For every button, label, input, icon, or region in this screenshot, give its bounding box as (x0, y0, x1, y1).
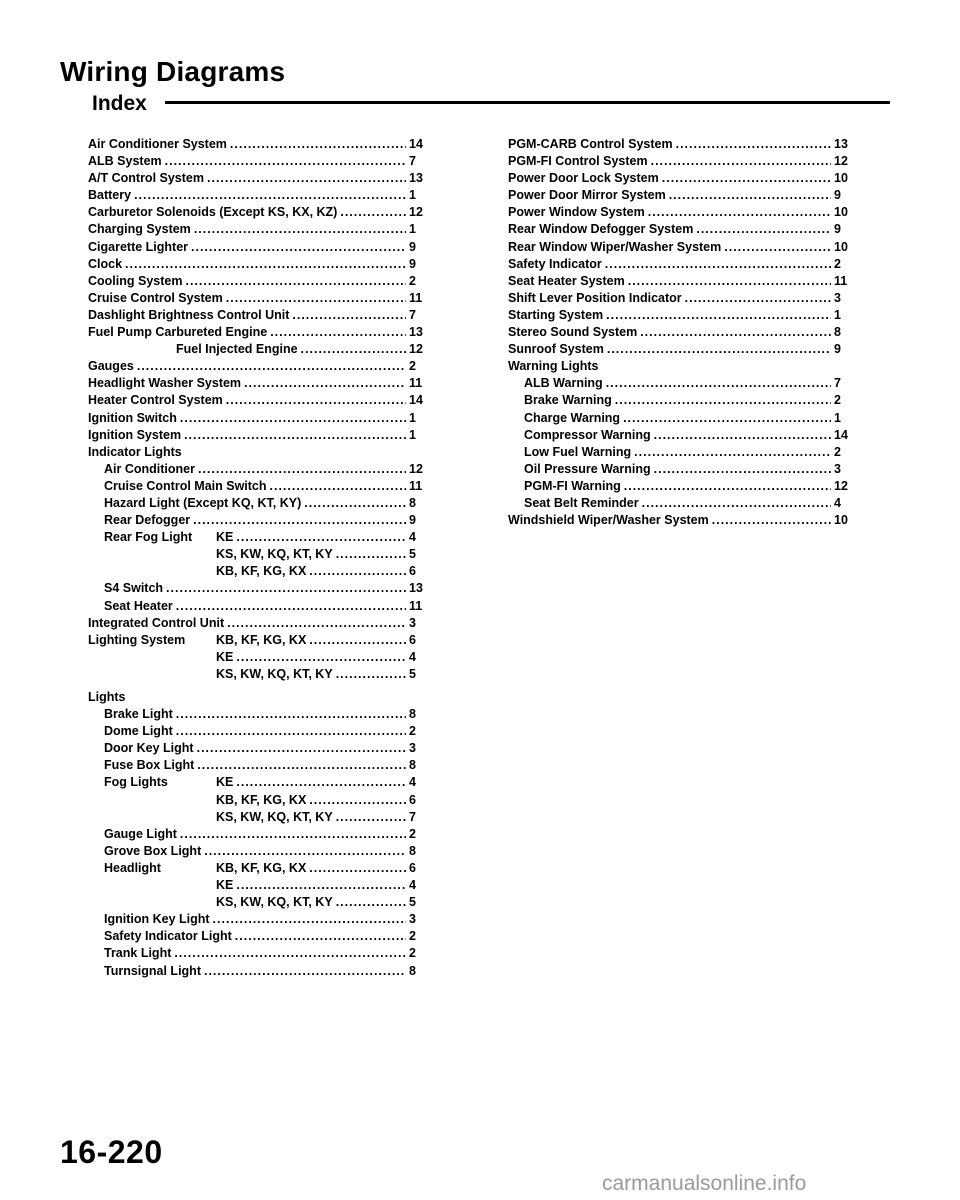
index-entry: Ignition Key Light ..... 3 (88, 911, 423, 928)
index-entry: Seat Belt Reminder ..... 4 (508, 495, 848, 512)
index-entry: Grove Box Light ..... 8 (88, 843, 423, 860)
index-entry: Compressor Warning ..... 14 (508, 427, 848, 444)
index-entry: Safety Indicator ..... 2 (508, 256, 848, 273)
index-entry: KE ..... 4 (88, 877, 423, 894)
index-entry: Seat Heater System ..... 11 (508, 273, 848, 290)
index-entry: Seat Heater ..... 11 (88, 598, 423, 615)
index-entry: Dome Light ..... 2 (88, 723, 423, 740)
page-number: 16-220 (60, 1134, 163, 1170)
index-entry: KB, KF, KG, KX ..... 6 (88, 792, 423, 809)
index-entry: KE ..... 4 (88, 649, 423, 666)
index-entry: Trank Light ..... 2 (88, 945, 423, 962)
index-entry: Ignition Switch ..... 1 (88, 410, 423, 427)
index-entry: Integrated Control Unit ..... 3 (88, 615, 423, 632)
index-entry: Rear Defogger ..... 9 (88, 512, 423, 529)
index-entry: KS, KW, KQ, KT, KY ..... 5 (88, 546, 423, 563)
header-rule (165, 101, 890, 104)
index-entry: Charging System ..... 1 (88, 221, 423, 238)
index-group-heading: Warning Lights (508, 359, 599, 374)
index-entry: Sunroof System ..... 9 (508, 341, 848, 358)
index-entry: Hazard Light (Except KQ, KT, KY) ..... 8 (88, 495, 423, 512)
index-entry: PGM-FI Warning ..... 12 (508, 478, 848, 495)
index-entry: Brake Warning ..... 2 (508, 392, 848, 409)
index-entry: Cooling System ..... 2 (88, 273, 423, 290)
index-entry: Battery ..... 1 (88, 187, 423, 204)
index-entry: Windshield Wiper/Washer System ..... 10 (508, 512, 848, 529)
index-entry: Turnsignal Light ..... 8 (88, 963, 423, 980)
index-entry: Fuse Box Light ..... 8 (88, 757, 423, 774)
index-entry: Air Conditioner ..... 12 (88, 461, 423, 478)
index-entry: Power Door Lock System ..... 10 (508, 170, 848, 187)
index-entry: KS, KW, KQ, KT, KY ..... 7 (88, 809, 423, 826)
index-entry: Heater Control System ..... 14 (88, 392, 423, 409)
page-title: Wiring Diagrams (60, 56, 286, 87)
index-entry: Charge Warning ..... 1 (508, 410, 848, 427)
index-entry: Fuel Injected Engine ..... 12 (88, 341, 423, 358)
index-entry: Clock ..... 9 (88, 256, 423, 273)
index-entry: Headlight KB, KF, KG, KX ..... 6 (88, 860, 423, 877)
index-entry: Headlight Washer System ..... 11 (88, 375, 423, 392)
index-column-left (88, 136, 423, 980)
index-entry: KS, KW, KQ, KT, KY ..... 5 (88, 894, 423, 911)
index-entry: ALB System ..... 7 (88, 153, 423, 170)
index-entry: Power Door Mirror System ..... 9 (508, 187, 848, 204)
index-entry: PGM-CARB Control System ..... 13 (508, 136, 848, 153)
index-entry: ALB Warning ..... 7 (508, 375, 848, 392)
index-entry: Rear Fog Light KE ..... 4 (88, 529, 423, 546)
index-entry: Shift Lever Position Indicator ..... 3 (508, 290, 848, 307)
index-group-heading: Indicator Lights (88, 444, 182, 459)
index-entry: Stereo Sound System ..... 8 (508, 324, 848, 341)
index-entry: Ignition System ..... 1 (88, 427, 423, 444)
index-entry: Fuel Pump Carbureted Engine ..... 13 (88, 324, 423, 341)
index-entry: Carburetor Solenoids (Except KS, KX, KZ) ..... 12 (88, 204, 423, 221)
index-entry: Gauge Light ..... 2 (88, 826, 423, 843)
index-entry: Lighting System KB, KF, KG, KX ..... 6 (88, 632, 423, 649)
index-entry: Safety Indicator Light ..... 2 (88, 928, 423, 945)
index-entry: Rear Window Defogger System ..... 9 (508, 221, 848, 238)
index-entry: Gauges ..... 2 (88, 358, 423, 375)
index-entry: KB, KF, KG, KX ..... 6 (88, 563, 423, 580)
index-entry: Low Fuel Warning ..... 2 (508, 444, 848, 461)
index-entry: Door Key Light ..... 3 (88, 740, 423, 757)
index-entry: Dashlight Brightness Control Unit ..... 7 (88, 307, 423, 324)
section-subtitle: Index (92, 92, 147, 115)
index-entry: Cigarette Lighter ..... 9 (88, 239, 423, 256)
index-entry: Air Conditioner System ..... 14 (88, 136, 423, 153)
index-entry: Rear Window Wiper/Washer System ..... 10 (508, 239, 848, 256)
index-entry: PGM-FI Control System ..... 12 (508, 153, 848, 170)
index-entry: Oil Pressure Warning ..... 3 (508, 461, 848, 478)
index-entry: Brake Light ..... 8 (88, 706, 423, 723)
index-entry: Fog Lights KE ..... 4 (88, 774, 423, 791)
index-column-right (508, 136, 848, 529)
index-entry: S4 Switch ..... 13 (88, 580, 423, 597)
index-entry: Power Window System ..... 10 (508, 204, 848, 221)
index-entry: A/T Control System ..... 13 (88, 170, 423, 187)
index-entry: Cruise Control Main Switch ..... 11 (88, 478, 423, 495)
index-entry: Cruise Control System ..... 11 (88, 290, 423, 307)
watermark: carmanualsonline.info (602, 1172, 807, 1195)
index-group-heading: Lights (88, 690, 126, 704)
index-entry: KS, KW, KQ, KT, KY ..... 5 (88, 666, 423, 683)
index-entry: Starting System ..... 1 (508, 307, 848, 324)
